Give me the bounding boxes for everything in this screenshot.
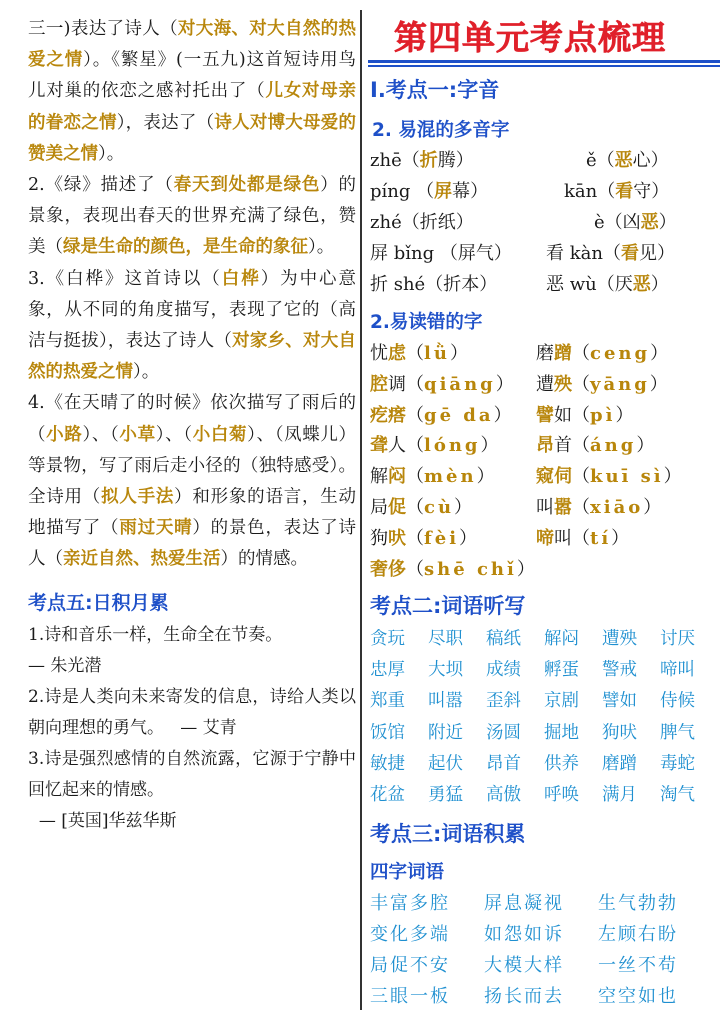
polyphone-text: kān（ xyxy=(564,181,616,202)
misread-text: 叫 xyxy=(536,497,554,518)
misread-row xyxy=(370,523,714,554)
misread-item xyxy=(536,400,633,431)
misread-text: 叫 xyxy=(554,527,572,549)
polyphone-right xyxy=(564,177,669,207)
answer-highlight: 亲近自然、热爱生活 xyxy=(63,549,221,570)
pinyin: qiāng xyxy=(424,373,496,395)
misread-char: 促 xyxy=(388,497,406,518)
dictation-word: 淘气 xyxy=(660,785,695,805)
word-row xyxy=(370,718,716,749)
dictation-word: 啼叫 xyxy=(660,660,695,681)
misread-item xyxy=(370,523,477,554)
misread-text: 如 xyxy=(554,404,572,426)
paren: ） xyxy=(459,527,478,549)
pinyin: lóng xyxy=(424,435,481,457)
misread-item xyxy=(370,492,472,523)
paren: （ xyxy=(406,497,424,518)
misread-row xyxy=(370,400,714,431)
misread-item xyxy=(536,338,668,369)
paren: （ xyxy=(572,527,590,549)
idiom: 左顾右盼 xyxy=(598,924,678,945)
misread-row xyxy=(370,554,714,585)
dictation-word: 毒蛇 xyxy=(660,753,695,774)
pinyin: shē chǐ xyxy=(424,558,517,580)
dictation-word: 讨厌 xyxy=(660,629,695,649)
word-row xyxy=(370,780,716,811)
answer-highlight: 白桦 xyxy=(221,268,261,289)
dictation-word: 警戒 xyxy=(602,660,637,681)
paren: （ xyxy=(406,466,424,488)
dictation-word: 侍候 xyxy=(660,691,695,712)
dictation-word: 成绩 xyxy=(486,660,521,681)
pinyin: yāng xyxy=(590,373,650,395)
page-title: 第四单元考点梳理 xyxy=(394,18,666,57)
misread-char: 奢侈 xyxy=(370,558,406,580)
dictation-word: 譬如 xyxy=(602,691,637,712)
misread-item xyxy=(536,369,668,400)
misread-row xyxy=(370,338,714,369)
quote-1: 1.诗和音乐一样，生命全在节奏。 xyxy=(28,624,283,645)
section-title-1: I.考点一:字音 xyxy=(370,78,500,102)
misread-text: 首 xyxy=(554,435,572,457)
answer-highlight: 小白菊 xyxy=(192,424,248,445)
misread-item xyxy=(536,461,682,492)
misread-text: 忧 xyxy=(370,343,388,364)
dictation-word: 大坝 xyxy=(428,660,463,681)
idiom: 大模大样 xyxy=(484,955,564,976)
pinyin: áng xyxy=(590,435,637,457)
answer-highlight: 对大海、对大自然的热爱之情 xyxy=(28,19,357,71)
paren: （ xyxy=(406,527,424,549)
polyphone-right xyxy=(546,270,669,300)
polyphone-text: è（凶 xyxy=(594,212,641,233)
paren: ） xyxy=(454,497,473,518)
polyphone-right xyxy=(594,208,677,238)
misread-item xyxy=(536,523,629,554)
misread-char: 殃 xyxy=(554,373,572,395)
quote-2: 2.诗是人类向未来寄发的信息，诗给人类以朝向理想的勇气。 — 艾青 xyxy=(28,686,356,738)
subsection-polyphone: 2. 易混的多音字 xyxy=(372,120,510,141)
dictation-word: 京剧 xyxy=(544,691,579,712)
misread-char: 闷 xyxy=(388,466,406,488)
dictation-word: 磨蹭 xyxy=(602,753,637,774)
misread-char: 蹭 xyxy=(554,343,572,364)
answer-highlight: 拟人手法 xyxy=(101,487,175,508)
idiom: 屏息凝视 xyxy=(484,893,564,914)
title-rule xyxy=(368,65,720,67)
dictation-word: 尽职 xyxy=(428,629,463,649)
misread-text: 磨 xyxy=(536,343,554,364)
dictation-word: 忠厚 xyxy=(370,660,405,681)
polyphone-char: 看 xyxy=(620,243,639,264)
quote-3-author: — [英国]华兹华斯 xyxy=(38,810,177,831)
pinyin: cù xyxy=(424,497,455,518)
answer-highlight: 雨过天晴 xyxy=(119,518,193,539)
polyphone-row xyxy=(370,270,710,300)
pinyin: pì xyxy=(590,404,616,426)
polyphone-text: 折 shé（折本） xyxy=(370,274,498,295)
paren: ） xyxy=(495,373,514,395)
polyphone-text: ） xyxy=(650,274,669,295)
dictation-word: 解闷 xyxy=(544,629,579,649)
polyphone-row xyxy=(370,208,710,238)
answer-highlight: 儿女对母亲的眷恋之情 xyxy=(28,81,357,133)
misread-item xyxy=(370,430,499,461)
quote-3: 3.诗是强烈感情的自然流露，它源于宁静中回忆起来的情感。 xyxy=(28,748,356,800)
misread-row xyxy=(370,461,714,492)
misread-text: 局 xyxy=(370,497,388,518)
answer-highlight: 春天到处都是绿色 xyxy=(173,175,321,196)
polyphone-text: 心） xyxy=(632,150,669,171)
idiom: 局促不安 xyxy=(370,955,450,976)
dictation-word: 贪玩 xyxy=(370,629,405,649)
misread-text: 人 xyxy=(388,435,406,457)
dictation-word: 敏捷 xyxy=(370,753,405,774)
misread-char: 昂 xyxy=(536,435,554,457)
misread-char: 虑 xyxy=(388,343,406,364)
title-rule xyxy=(368,60,720,63)
idiom-row xyxy=(370,950,716,981)
paren: （ xyxy=(572,435,590,457)
paren: （ xyxy=(406,343,424,364)
paren: （ xyxy=(572,373,590,395)
pinyin: xiāo xyxy=(590,497,644,518)
misread-char: 腔 xyxy=(370,373,388,395)
polyphone-right xyxy=(546,239,675,269)
polyphone-left xyxy=(370,146,474,176)
misread-char: 嚣 xyxy=(554,497,572,518)
polyphone-left xyxy=(370,177,488,207)
dictation-word: 呼唤 xyxy=(544,785,579,805)
idiom: 一丝不苟 xyxy=(598,955,678,976)
paren: ） xyxy=(615,404,634,426)
idiom: 变化多端 xyxy=(370,924,450,945)
answer-highlight: 小路 xyxy=(46,424,83,445)
section-title-2: 考点二:词语听写 xyxy=(370,594,526,618)
misread-text: 遭 xyxy=(536,373,554,395)
polyphone-row xyxy=(370,177,710,207)
misread-text: 解 xyxy=(370,466,388,488)
idiom-row xyxy=(370,919,716,950)
polyphone-text: zhé（折纸） xyxy=(370,212,474,233)
polyphone-char: 恶 xyxy=(640,212,659,233)
paren: ） xyxy=(663,466,682,488)
paren: ） xyxy=(516,558,535,580)
dictation-word: 高傲 xyxy=(486,785,521,805)
dictation-word: 汤圆 xyxy=(486,722,521,743)
polyphone-text: 守） xyxy=(633,181,670,202)
dictation-word: 饭馆 xyxy=(370,722,405,743)
polyphone-left xyxy=(370,208,474,238)
idiom: 扬长而去 xyxy=(484,986,564,1007)
paragraph-fanxing: 三一)表达了诗人（对大海、对大自然的热爱之情）。《繁星》(一五九)这首短诗用鸟儿对巢的依恋之感衬托出了（儿女对母亲的眷恋之情），表达了（诗人对博大母爱的赞美之情）。 xyxy=(28,19,357,164)
polyphone-char: 屏 xyxy=(434,181,453,202)
paren: （ xyxy=(406,373,424,395)
paren: ） xyxy=(476,466,495,488)
misread-row xyxy=(370,492,714,523)
answer-highlight: 绿是生命的颜色，是生命的象征 xyxy=(63,237,308,258)
dictation-word: 掘地 xyxy=(544,722,579,743)
misread-char: 窥伺 xyxy=(536,466,572,488)
dictation-word: 叫嚣 xyxy=(428,691,463,712)
word-row xyxy=(370,686,716,717)
paren: （ xyxy=(572,497,590,518)
polyphone-left xyxy=(370,239,512,269)
paren: （ xyxy=(572,404,590,426)
idiom: 如怨如诉 xyxy=(484,924,564,945)
answer-highlight: 小草 xyxy=(119,424,156,445)
polyphone-text: 幕） xyxy=(452,181,489,202)
title-banner xyxy=(368,0,720,70)
answer-highlight: 诗人对博大母爱的赞美之情 xyxy=(28,112,357,164)
dictation-word: 狗吠 xyxy=(602,722,637,743)
misread-char: 疙瘩 xyxy=(370,404,406,426)
misread-char: 啼 xyxy=(536,527,554,549)
pinyin: kuī sì xyxy=(590,466,664,488)
misread-item xyxy=(536,430,654,461)
pinyin: lǜ xyxy=(424,343,450,364)
paren: ） xyxy=(449,343,468,364)
polyphone-left xyxy=(370,270,497,300)
subsection-misread: 2.易读错的字 xyxy=(370,312,483,333)
polyphone-char: 折 xyxy=(419,150,438,171)
misread-item xyxy=(536,492,661,523)
misread-row xyxy=(370,369,714,400)
paren: （ xyxy=(406,558,424,580)
polyphone-char: 恶 xyxy=(614,150,633,171)
idiom: 丰富多腔 xyxy=(370,893,450,914)
idiom-row xyxy=(370,888,716,919)
paragraph-lv: 2.《绿》描述了（春天到处都是绿色）的景象，表现出春天的世界充满了绿色，赞美（绿是生命的颜色，是生命的象征）。 xyxy=(28,175,357,258)
quote-1-author: — 朱光潜 xyxy=(28,655,102,676)
dictation-word: 郑重 xyxy=(370,691,405,712)
misread-text: 调 xyxy=(388,373,406,395)
idiom-row xyxy=(370,981,716,1012)
subsection-idioms: 四字词语 xyxy=(370,862,445,883)
column-divider xyxy=(360,10,362,1010)
polyphone-text: 见） xyxy=(638,243,675,264)
polyphone-text: ） xyxy=(658,212,677,233)
dictation-word: 遭殃 xyxy=(602,629,637,649)
polyphone-row xyxy=(370,146,710,176)
pinyin: ceng xyxy=(590,343,651,364)
idiom: 空空如也 xyxy=(598,986,678,1007)
polyphone-text: zhē（ xyxy=(370,150,420,171)
misread-item xyxy=(370,461,495,492)
pinyin: fèi xyxy=(424,527,460,549)
dictation-word: 昂首 xyxy=(486,753,521,774)
word-row xyxy=(370,749,716,780)
idiom: 生气勃勃 xyxy=(598,893,678,914)
dictation-word: 起伏 xyxy=(428,753,463,774)
polyphone-text: píng （ xyxy=(370,181,435,202)
dictation-word: 花盆 xyxy=(370,785,405,805)
dictation-word: 孵蛋 xyxy=(544,660,579,681)
misread-item xyxy=(370,554,535,585)
paren: ） xyxy=(480,435,499,457)
paren: ） xyxy=(649,373,668,395)
paren: （ xyxy=(406,435,424,457)
polyphone-text: ě（ xyxy=(586,150,615,171)
idiom: 三眼一板 xyxy=(370,986,450,1007)
dictation-word: 供养 xyxy=(544,753,579,774)
polyphone-text: 腾） xyxy=(437,150,474,171)
paragraph-tianqing: 4.《在天晴了的时候》依次描写了雨后的（小路）、（小草）、（小白菊）、（凤蝶儿）等景物，写了雨后走小径的（独特感受）。全诗用（拟人手法）和形象的语言，生动地描写了（雨过天晴）的景色，表达了诗人（亲近自然、热爱生活）的情感。 xyxy=(28,393,357,570)
paren: （ xyxy=(572,343,590,364)
word-row xyxy=(370,655,716,686)
paren: ） xyxy=(493,404,512,426)
misread-item xyxy=(370,369,514,400)
misread-row xyxy=(370,430,714,461)
misread-char: 譬 xyxy=(536,404,554,426)
paragraph-baihua: 3.《白桦》这首诗以（白桦）为中心意象，从不同的角度描写，表现了它的（高洁与挺拔），表达了诗人（对家乡、对大自然的热爱之情）。 xyxy=(28,268,357,383)
answer-highlight: 对家乡、对大自然的热爱之情 xyxy=(28,331,357,383)
paren: ） xyxy=(636,435,655,457)
paren: （ xyxy=(406,404,424,426)
misread-char: 聋 xyxy=(370,435,388,457)
paren: ） xyxy=(650,343,669,364)
dictation-word: 稿纸 xyxy=(486,629,521,649)
dictation-word: 脾气 xyxy=(660,722,695,743)
word-row xyxy=(370,624,716,655)
left-column xyxy=(28,14,356,837)
polyphone-text: 看 kàn（ xyxy=(546,243,621,264)
polyphone-text: 恶 wù（厌 xyxy=(546,274,633,295)
pinyin: gē da xyxy=(424,404,494,426)
paren: ） xyxy=(611,527,630,549)
polyphone-text: 屏 bǐng （屏气） xyxy=(370,243,512,264)
misread-item xyxy=(370,338,468,369)
misread-char: 吠 xyxy=(388,527,406,549)
misread-text: 狗 xyxy=(370,527,388,549)
section-title-3: 考点三:词语积累 xyxy=(370,822,526,846)
misread-item xyxy=(370,400,512,431)
pinyin: tí xyxy=(590,527,612,549)
dictation-word: 附近 xyxy=(428,722,463,743)
dictation-word: 歪斜 xyxy=(486,691,521,712)
paren: ） xyxy=(643,497,662,518)
dictation-word: 勇猛 xyxy=(428,785,463,805)
polyphone-char: 恶 xyxy=(632,274,651,295)
paren: （ xyxy=(572,466,590,488)
polyphone-right xyxy=(586,146,669,176)
pinyin: mèn xyxy=(424,466,477,488)
section-title-5: 考点五:日积月累 xyxy=(28,591,169,614)
polyphone-char: 看 xyxy=(615,181,634,202)
polyphone-row xyxy=(370,239,710,269)
dictation-word: 满月 xyxy=(602,785,637,805)
